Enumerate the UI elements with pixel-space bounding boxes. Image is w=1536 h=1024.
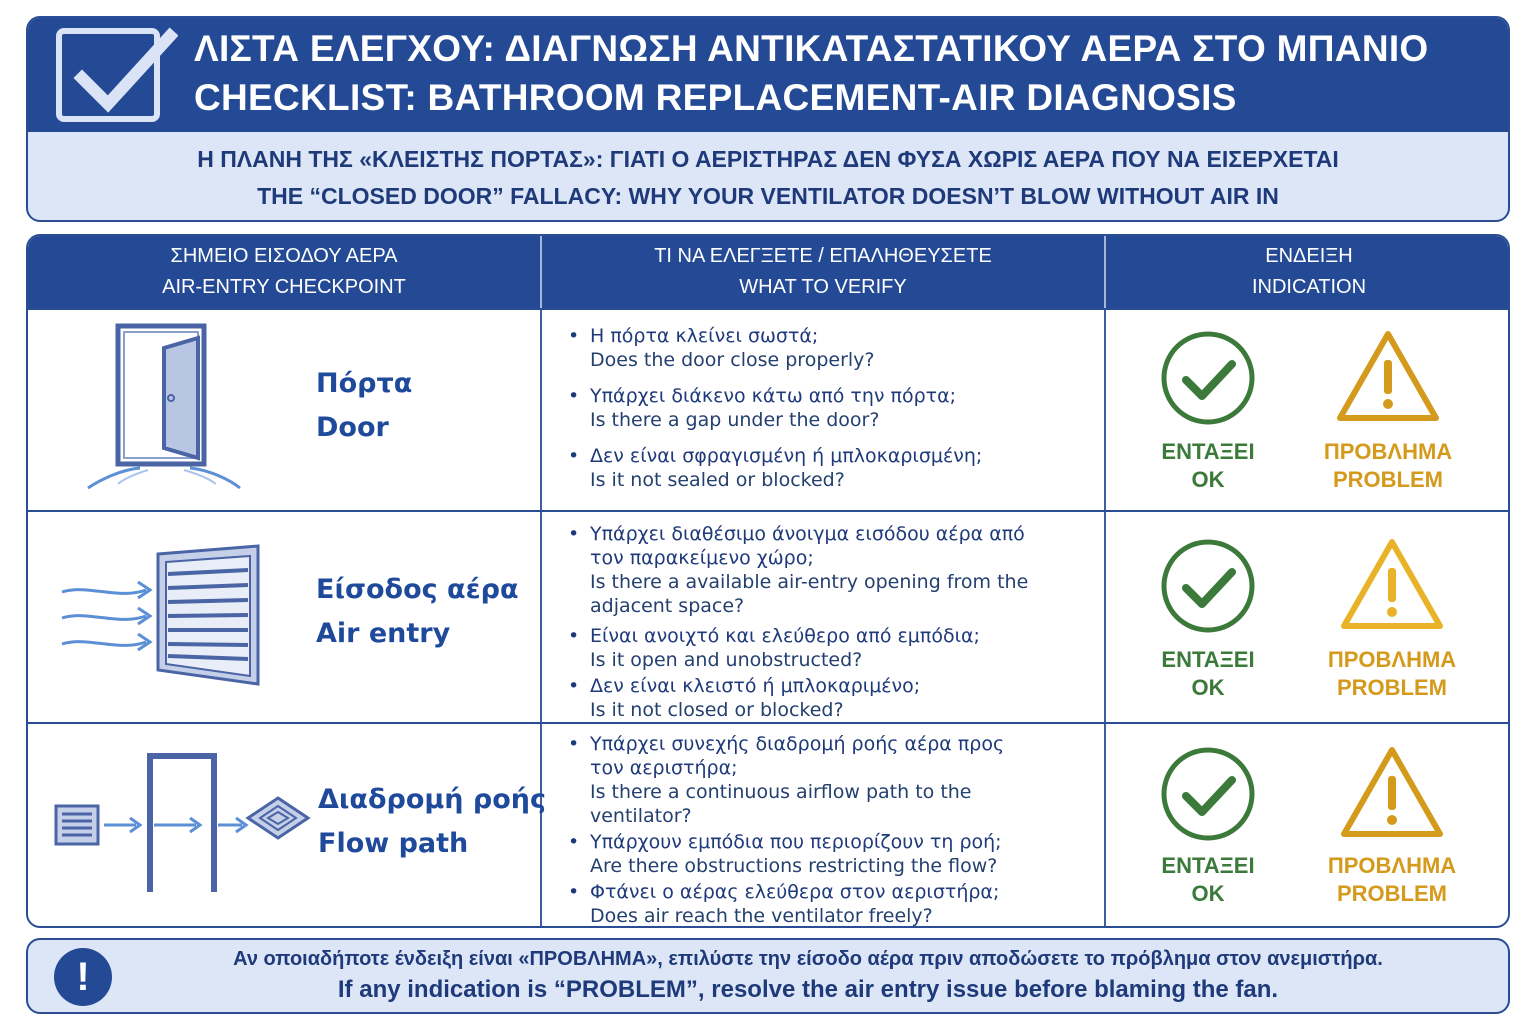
check-text-en: Is it not sealed or blocked? <box>590 469 845 491</box>
door-icon <box>80 318 250 498</box>
subtitle-english: THE “CLOSED DOOR” FALLACY: WHY YOUR VENTILATOR DOESN’T BLOW WITHOUT AIR IN <box>257 183 1279 209</box>
ok-label-gr: ΕΝΤΑΞΕΙ <box>1161 439 1255 464</box>
exclamation-circle-icon: ! <box>54 948 112 1006</box>
checkpoint-label-gr: Πόρτα <box>316 368 413 399</box>
verify-list <box>564 522 1034 722</box>
list-item <box>564 880 1024 928</box>
problem-label-en: PROBLEM <box>1333 467 1443 492</box>
ok-check-icon <box>1160 538 1256 634</box>
problem-label-en: PROBLEM <box>1337 675 1447 700</box>
column-divider <box>540 236 542 308</box>
ok-label-en: OK <box>1191 881 1225 906</box>
footer-note <box>26 938 1510 1014</box>
checkpoint-label-en: Air entry <box>316 618 451 649</box>
checkbox-check-icon <box>56 28 160 122</box>
ok-label-gr: ΕΝΤΑΞΕΙ <box>1161 647 1255 672</box>
list-item <box>564 732 1024 828</box>
warning-icon <box>1338 536 1446 634</box>
column-divider <box>540 512 542 722</box>
problem-indicator <box>1322 646 1462 702</box>
column-header-en: AIR-ENTRY CHECKPOINT <box>162 276 406 298</box>
table-row-flow-path <box>28 722 1508 928</box>
ok-label-gr: ΕΝΤΑΞΕΙ <box>1161 853 1255 878</box>
ok-label-en: OK <box>1191 467 1225 492</box>
column-header-verify <box>542 236 1104 308</box>
check-text-gr: • Υπάρχει διάκενο κάτω από την πόρτα; <box>590 385 957 407</box>
flow-path-icon <box>52 752 312 902</box>
list-item <box>564 444 1094 492</box>
check-text-gr: • Υπάρχει συνεχής διαδρομή ροής αέρα προς τον αεριστήρα; <box>590 733 1005 779</box>
list-item <box>564 674 1034 722</box>
check-text-en: Does the door close properly? <box>590 349 875 371</box>
problem-label-en: PROBLEM <box>1337 881 1447 906</box>
problem-label-gr: ΠΡΟΒΛΗΜΑ <box>1323 439 1453 464</box>
header-card <box>26 16 1510 222</box>
column-header-checkpoint <box>28 236 540 308</box>
check-text-en: Is there a available air-entry opening from the adjacent space? <box>590 571 1029 617</box>
ok-check-icon <box>1160 746 1256 842</box>
list-item <box>564 522 1034 618</box>
table-row-door <box>28 308 1508 510</box>
checkpoint-label <box>316 568 519 656</box>
problem-label-gr: ΠΡΟΒΛΗΜΑ <box>1327 853 1457 878</box>
checkpoint-label-gr: Διαδρομή ροής <box>318 784 546 815</box>
check-text-gr: • Είναι ανοιχτό και ελεύθερο από εμπόδια; <box>590 625 980 647</box>
check-text-gr: • Φτάνει ο αέρας ελεύθερα στον αεριστήρα; <box>590 881 1000 903</box>
header-banner <box>28 18 1508 132</box>
checkpoint-label <box>316 362 412 450</box>
verify-list <box>564 324 1094 492</box>
ok-label-en: OK <box>1191 675 1225 700</box>
list-item <box>564 624 1034 672</box>
column-divider <box>1104 236 1106 308</box>
vent-grille-icon <box>58 540 278 690</box>
check-text-en: Does air reach the ventilator freely? <box>590 905 933 927</box>
problem-indicator <box>1318 438 1458 494</box>
ok-indicator <box>1138 646 1278 702</box>
checkpoint-label <box>318 778 546 866</box>
list-item <box>564 830 1024 878</box>
column-divider <box>1104 724 1106 928</box>
column-header-en: INDICATION <box>1251 276 1367 298</box>
title-english: CHECKLIST: BATHROOM REPLACEMENT-AIR DIAGNOSIS <box>194 77 1237 118</box>
column-header-gr: ΕΝΔΕΙΞΗ <box>1265 245 1353 267</box>
warning-icon <box>1334 328 1442 426</box>
ok-indicator <box>1138 438 1278 494</box>
table-row-air-entry <box>28 510 1508 722</box>
list-item <box>564 324 1094 372</box>
subtitle-greek: Η ΠΛΑΝΗ ΤΗΣ «ΚΛΕΙΣΤΗΣ ΠΟΡΤΑΣ»: ΓΙΑΤΙ Ο ΑΕΡΙΣΤΗΡΑΣ ΔΕΝ ΦΥΣΑ ΧΩΡΙΣ ΑΕΡΑ ΠΟΥ ΝΑ ΕΙΣΕΡΧΕΤΑΙ <box>197 146 1339 172</box>
checkpoint-label-gr: Είσοδος αέρα <box>316 574 519 605</box>
check-text-en: Are there obstructions restricting the flow? <box>590 855 998 877</box>
column-divider <box>1104 310 1106 510</box>
check-text-gr: • Δεν είναι σφραγισμένη ή μπλοκαρισμένη; <box>590 445 983 467</box>
check-text-en: Is it open and unobstructed? <box>590 649 863 671</box>
ok-check-icon <box>1160 330 1256 426</box>
check-text-gr: • Δεν είναι κλειστό ή μπλοκαριμένο; <box>590 675 921 697</box>
column-header-indication <box>1106 236 1510 308</box>
column-divider <box>1104 512 1106 722</box>
column-header-gr: ΣΗΜΕΙΟ ΕΙΣΟΔΟΥ ΑΕΡΑ <box>170 245 398 267</box>
column-divider <box>540 310 542 510</box>
check-text-en: Is there a gap under the door? <box>590 409 880 431</box>
column-header-en: WHAT TO VERIFY <box>739 276 907 298</box>
column-header-gr: ΤΙ ΝΑ ΕΛΕΓΞΕΤΕ / ΕΠΑΛΗΘΕΥΣΕΤΕ <box>654 245 992 267</box>
check-text-en: Is it not closed or blocked? <box>590 699 844 721</box>
list-item <box>564 384 1094 432</box>
checklist-table <box>26 234 1510 928</box>
ok-indicator <box>1138 852 1278 908</box>
check-text-en: Is there a continuous airflow path to the ventilator? <box>590 781 972 827</box>
verify-list <box>564 732 1024 928</box>
warning-icon <box>1338 744 1446 842</box>
title-greek: ΛΙΣΤΑ ΕΛΕΓΧΟΥ: ΔΙΑΓΝΩΣΗ ΑΝΤΙΚΑΤΑΣΤΑΤΙΚΟΥ ΑΕΡΑ ΣΤΟ ΜΠΑΝΙΟ <box>194 28 1429 69</box>
check-text-gr: • Υπάρχουν εμπόδια που περιορίζουν τη ροή; <box>590 831 1002 853</box>
check-text-gr: • Η πόρτα κλείνει σωστά; <box>590 325 819 347</box>
table-header-row <box>28 236 1508 308</box>
checkpoint-label-en: Flow path <box>318 828 469 859</box>
check-text-gr: • Υπάρχει διαθέσιμο άνοιγμα εισόδου αέρα από τον παρακείμενο χώρο; <box>590 523 1025 569</box>
problem-label-gr: ΠΡΟΒΛΗΜΑ <box>1327 647 1457 672</box>
footer-note-english: If any indication is “PROBLEM”, resolve the air entry issue before blaming the fan. <box>337 976 1279 1003</box>
footer-note-greek: Αν οποιαδήποτε ένδειξη είναι «ΠΡΟΒΛΗΜΑ», επιλύστε την είσοδο αέρα πριν αποδώσετε το πρόβλημα στον ανεμιστήρα. <box>233 948 1383 970</box>
problem-indicator <box>1322 852 1462 908</box>
checkpoint-label-en: Door <box>316 412 389 443</box>
